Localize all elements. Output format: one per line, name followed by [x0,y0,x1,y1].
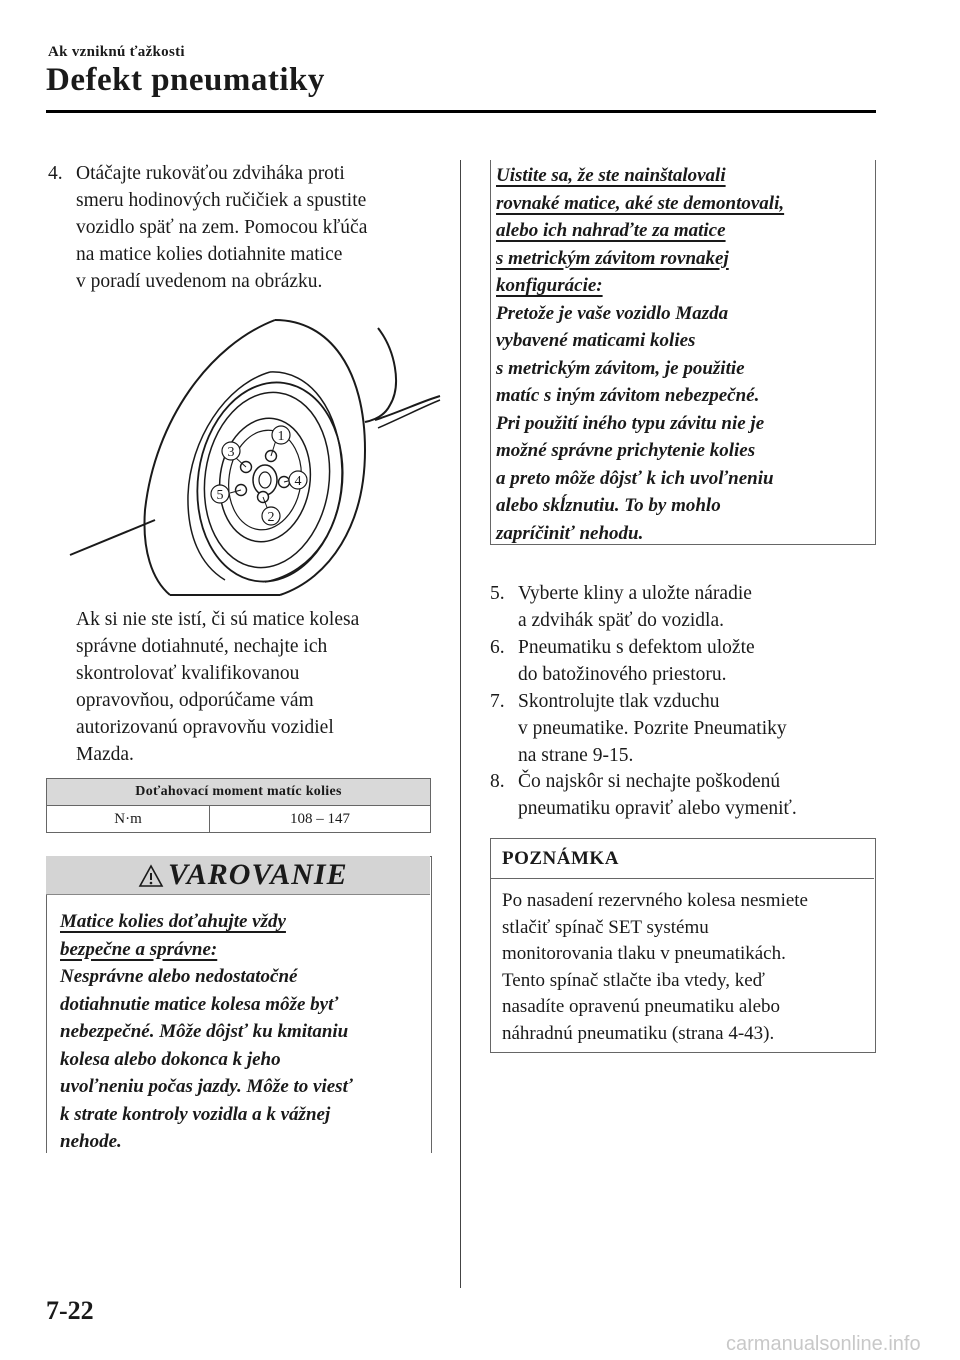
paragraph-line: Ak si nie ste istí, či sú matice kolesa [76,609,360,630]
paragraph-line: opravovňou, odporúčame vám [76,690,314,711]
page-title: Defekt pneumatiky [46,62,325,98]
title-rule [46,110,876,113]
note-line: nasadíte opravenú pneumatiku alebo [502,996,781,1017]
warning-line: vybavené maticami kolies [496,330,696,351]
step-line: na strane 9-15. [518,745,634,766]
note-text [502,888,868,1047]
warning-heading-line: s metrickým závitom rovnakej [496,247,729,269]
step-5 [490,580,870,636]
nut-label-1: 1 [277,429,285,444]
step-line: Vyberte kliny a uložte náradie [518,583,752,604]
step-number: 8. [490,771,505,792]
warning-heading-line: Matice kolies doťahujte vždy [60,911,286,932]
page-number: 7-22 [46,1296,94,1325]
warning-line: zapríčiniť nehodu. [496,522,644,544]
step-number: 6. [490,637,505,658]
step-text [518,634,755,688]
warning-line: Nesprávne alebo nedostatočné [60,966,298,987]
step-8 [490,768,870,824]
step-text [518,688,787,769]
note-line: stlačiť spínač SET systému [502,916,709,938]
step-line: na matice kolies dotiahnite matice [76,244,343,265]
nut-label-5: 5 [216,488,224,503]
warning-heading-line: alebo ich nahraďte za matice [496,220,726,241]
body-line-left [70,520,155,555]
warning-title: VAROVANIE [168,858,348,891]
nut-label-3: 3 [227,445,235,460]
paragraph-line: Mazda. [76,744,134,765]
paragraph-line: správne dotiahnuté, nechajte ich [76,636,328,657]
fender-arch [365,328,396,422]
step-line: Pneumatiku s defektom uložte [518,637,755,658]
warning-line: a preto môže dôjsť k ich uvoľneniu [496,467,774,489]
warning-line: kolesa alebo dokonca k jeho [60,1048,281,1070]
step-text [518,768,797,822]
torque-unit: N·m [47,806,210,833]
warning-continuation-text [496,162,868,547]
note-line: Po nasadení rezervného kolesa nesmiete [502,890,808,911]
body-line-right [375,396,440,420]
step-4 [48,160,448,300]
warning-heading-line: konfigurácie: [496,275,603,296]
wheel-nut-tightening-figure [60,310,450,600]
warning-line: Pri použití iného typu závitu nie je [496,412,765,434]
torque-table [46,778,431,833]
step-text [518,580,752,634]
note-title: POZNÁMKA [502,848,619,869]
column-divider [460,160,461,1288]
step-line: Čo najskôr si nechajte poškodenú [518,771,781,792]
chapter-label: Ak vzniknú ťažkosti [48,44,185,60]
paragraph-line: autorizovanú opravovňu vozidiel [76,717,334,738]
warning-heading-line: rovnaké matice, aké ste demontovali, [496,192,785,214]
torque-table-header: Doťahovací moment matíc kolies [47,779,431,806]
step-line: v pneumatike. Pozrite Pneumatiky [518,718,787,739]
warning-triangle-icon [138,864,164,888]
warning-line: k strate kontroly vozidla a k vážnej [60,1103,331,1125]
tire-outer-left [144,320,275,595]
warning-heading-line: Uistite sa, že ste nainštalovali [496,165,726,186]
step-line: pneumatiku opraviť alebo vymeniť. [518,798,797,819]
step-line: Skontrolujte tlak vzduchu [518,691,720,712]
note-line: monitorovania tlaku v pneumatikách. [502,943,786,964]
warning-line: uvoľneniu počas jazdy. Môže to viesť [60,1076,353,1097]
note-line: náhradnú pneumatiku (strana 4-43). [502,1022,775,1044]
step-line: vozidlo späť na zem. Pomocou kľúča [76,217,368,238]
watermark: carmanualsonline.info [726,1333,921,1355]
warning-text [60,908,420,1156]
note-line: Tento spínač stlačte iba vtedy, keď [502,969,765,991]
step-6 [490,634,870,690]
warning-heading-line: bezpečne a správne: [60,938,218,960]
warning-line: Pretože je vaše vozidlo Mazda [496,302,729,324]
paragraph-line: skontrolovať kvalifikovanou [76,663,300,684]
step-line: Otáčajte rukoväťou zdviháka proti [76,163,345,184]
after-figure-paragraph [76,606,446,768]
step-number: 5. [490,583,505,604]
step-line: v poradí uvedenom na obrázku. [76,271,323,292]
warning-line: matíc s iným závitom nebezpečné. [496,385,760,406]
step-line: a zdvihák späť do vozidla. [518,610,724,631]
step-number: 4. [48,163,63,184]
warning-line: nebezpečné. Môže dôjsť ku kmitaniu [60,1021,349,1042]
torque-value: 108 – 147 [210,806,431,833]
step-text [76,160,367,295]
warning-line: možné správne prichytenie kolies [496,440,756,461]
warning-line: s metrickým závitom, je použitie [496,357,745,379]
step-number: 7. [490,691,505,712]
nut-label-4: 4 [294,474,302,489]
nut-label-2: 2 [267,510,275,525]
step-line: smeru hodinových ručičiek a spustite [76,190,367,211]
warning-line: alebo skĺznutiu. To by mohlo [496,495,721,516]
tire-outer-right [275,320,365,595]
warning-line: dotiahnutie matice kolesa môže byť [60,993,339,1015]
warning-line: nehode. [60,1131,122,1152]
step-line: do batožinového priestoru. [518,664,727,685]
step-7 [490,688,870,770]
